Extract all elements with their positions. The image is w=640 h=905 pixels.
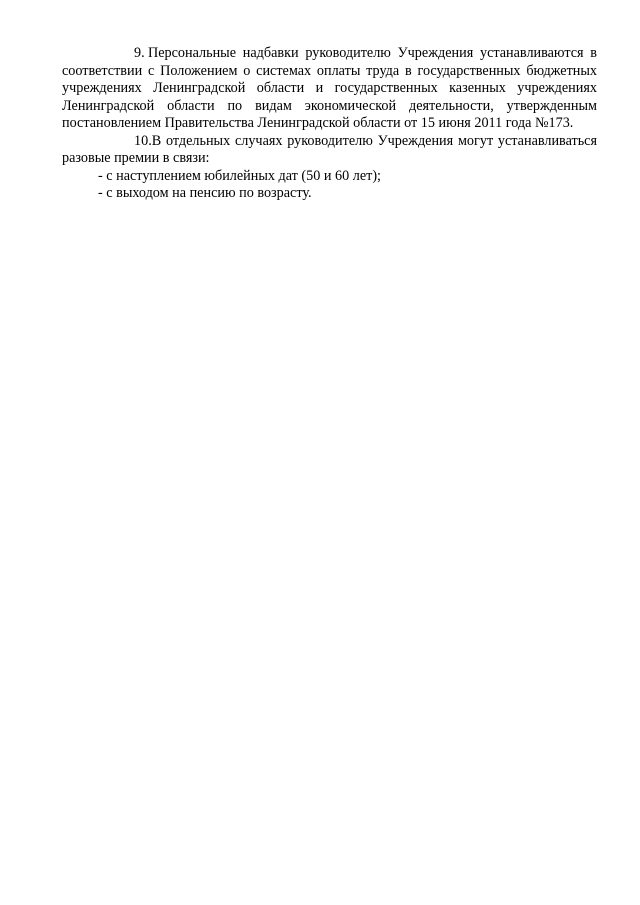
paragraph-10 xyxy=(62,133,597,168)
list-item: - с выходом на пенсию по возрасту. xyxy=(98,185,312,201)
document-body xyxy=(62,45,597,203)
paragraph-text: Персональные надбавки руководителю Учреждения устанавливаются в соответствии с Положением о системах оплаты труда в государственных бюджетных учреждениях Ленинградской области и государственных казенных учреждениях Ленинградской области по видам экономической деятельности, утвержденным постановлением Правительства Ленинградской области от 15 июня 2011 года №173. xyxy=(62,45,597,131)
paragraph-number: 10. xyxy=(134,132,152,149)
list-item: - с наступлением юбилейных дат (50 и 60 лет); xyxy=(98,167,382,184)
paragraph-text: В отдельных случаях руководителю Учреждения могут устанавливаться разовые премии в связи: xyxy=(62,132,597,166)
paragraph-9 xyxy=(62,45,597,133)
paragraph-number: 9. xyxy=(134,45,145,61)
